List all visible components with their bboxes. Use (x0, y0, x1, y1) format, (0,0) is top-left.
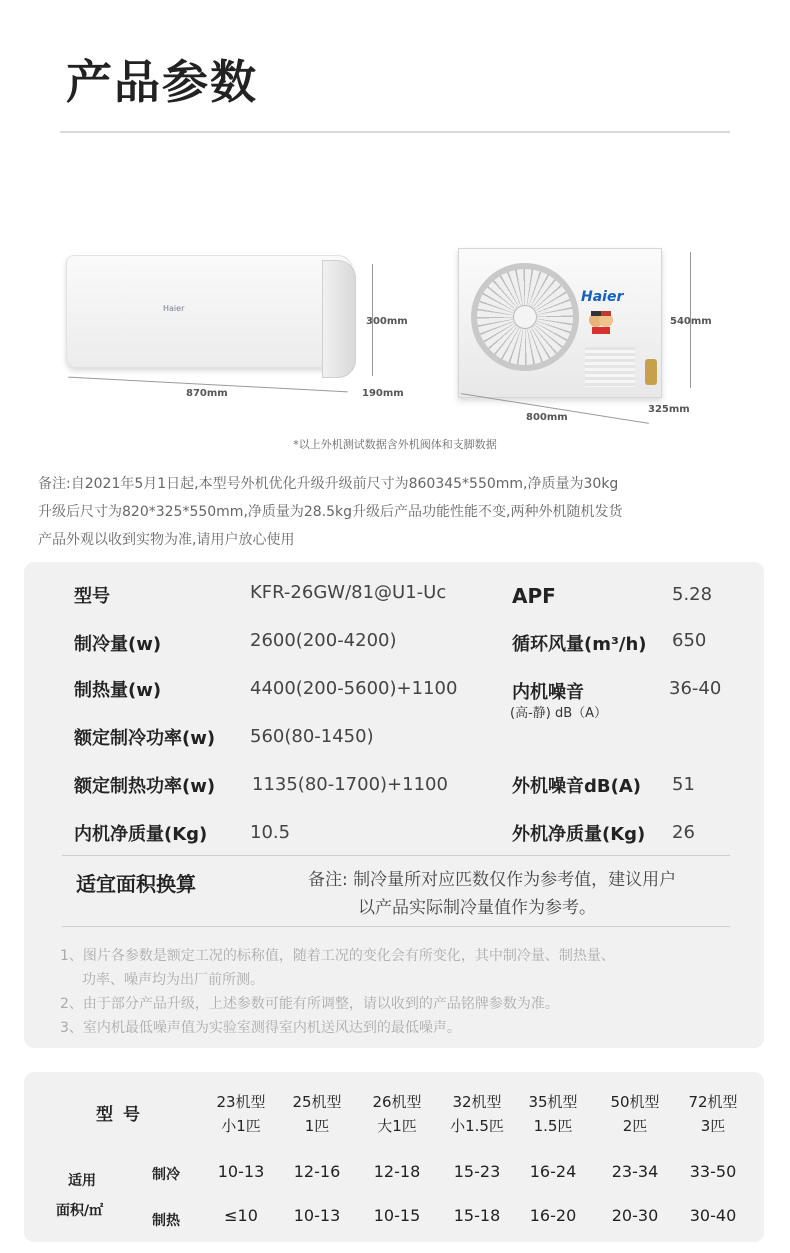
spec-panel (24, 562, 764, 1048)
title-divider (60, 131, 730, 133)
area-conversion-title: 适宜面积换算 (76, 872, 196, 896)
indoor-weight-label: 内机净质量(Kg) (74, 824, 208, 845)
indoor-unit-logo: Haier (163, 304, 185, 313)
upgrade-note (38, 470, 758, 554)
cooling-capacity-value: 2600(200-4200) (250, 630, 397, 651)
note-line: 备注:自2021年5月1日起,本型号外机优化升级升级前尺寸为860345*550mm,净质量为30kg (38, 476, 619, 492)
table-header-model: 23机型 (216, 1093, 266, 1111)
table-cell-heating: ≤10 (224, 1206, 258, 1225)
table-header-model: 26机型 (372, 1093, 422, 1111)
spec-divider (62, 926, 730, 927)
table-header-model: 32机型 (452, 1093, 502, 1111)
table-cell-heating: 16-20 (529, 1206, 577, 1225)
table-cell-heating: 10-13 (293, 1206, 341, 1225)
mascot-icon (587, 309, 615, 335)
table-cell-cooling: 12-18 (373, 1162, 421, 1181)
table-header-model: 型号 (96, 1105, 150, 1125)
area-note-line: 以产品实际制冷量值作为参考。 (358, 898, 596, 918)
table-cell-cooling: 23-34 (611, 1162, 659, 1181)
footnote: 1、图片各参数是额定工况的标称值，随着工况的变化会有所变化，其中制冷量、制热量、 (60, 948, 615, 964)
table-cell-cooling: 12-16 (293, 1162, 341, 1181)
table-header-hp: 小1.5匹 (450, 1117, 504, 1135)
indoor-weight-value: 10.5 (250, 822, 291, 843)
fan-hub (513, 305, 537, 329)
table-header-hp: 小1匹 (221, 1117, 261, 1135)
spec-divider (62, 855, 730, 856)
table-cell-cooling: 10-13 (217, 1162, 265, 1181)
outdoor-noise-label: 外机噪音dB(A) (512, 776, 641, 797)
fan-icon (471, 263, 579, 371)
area-conversion-note (308, 866, 748, 922)
airflow-label: 循环风量(m³/h) (512, 634, 647, 655)
table-side-label: 面积/㎡ (56, 1203, 104, 1219)
table-cell-heating: 20-30 (611, 1206, 659, 1225)
footnote: 功率、噪声均为出厂前所测。 (82, 972, 264, 988)
area-table (24, 1072, 764, 1242)
table-header-model: 35机型 (528, 1093, 578, 1111)
apf-value: 5.28 (672, 584, 713, 605)
table-header-model: 50机型 (610, 1093, 660, 1111)
indoor-width-label: 870mm (186, 388, 228, 399)
product-dimension-illustration (0, 230, 790, 460)
spec-footnotes (60, 944, 760, 1040)
note-line: 升级后尺寸为820*325*550mm,净质量为28.5kg升级后产品功能性能不变,两种外机随机发货 (38, 504, 623, 520)
outdoor-unit-image (458, 248, 662, 398)
area-note-line: 备注: 制冷量所对应匹数仅作为参考值，建议用户 (308, 870, 677, 890)
indoor-noise-sublabel: (高-静) dB（A） (510, 706, 608, 721)
cooling-capacity-label: 制冷量(w) (74, 634, 162, 655)
apf-label: APF (512, 584, 556, 608)
outdoor-height-label: 540mm (670, 316, 712, 327)
table-cell-heating: 10-15 (373, 1206, 421, 1225)
rated-cooling-power-value: 560(80-1450) (250, 726, 374, 747)
model-value: KFR-26GW/81@U1-Uc (250, 582, 447, 603)
indoor-noise-value: 36-40 (669, 678, 722, 699)
outdoor-weight-value: 26 (672, 822, 695, 843)
table-header-hp: 1.5匹 (533, 1117, 573, 1135)
outdoor-width-label: 800mm (526, 412, 568, 423)
outdoor-noise-value: 51 (672, 774, 695, 795)
table-cell-heating: 15-18 (453, 1206, 501, 1225)
table-side-label: 适用 (68, 1173, 96, 1189)
table-header-hp: 大1匹 (377, 1117, 417, 1135)
table-header-model: 72机型 (688, 1093, 738, 1111)
indoor-depth-label: 190mm (362, 388, 404, 399)
indoor-height-label: 300mm (366, 316, 408, 327)
outdoor-unit-logo: Haier (581, 289, 624, 305)
rated-heating-power-label: 额定制热功率(w) (74, 776, 216, 797)
table-header-model: 25机型 (292, 1093, 342, 1111)
footnote: 3、室内机最低噪声值为实验室测得室内机送风达到的最低噪声。 (60, 1020, 461, 1036)
rated-heating-power-value: 1135(80-1700)+1100 (252, 774, 448, 795)
table-header-hp: 3匹 (700, 1117, 726, 1135)
table-cell-heating: 30-40 (689, 1206, 737, 1225)
table-cell-cooling: 15-23 (453, 1162, 501, 1181)
footnote: 2、由于部分产品升级，上述参数可能有所调整，请以收到的产品铭牌参数为准。 (60, 996, 559, 1012)
outdoor-depth-label: 325mm (648, 404, 690, 415)
outdoor-valve (645, 359, 657, 385)
indoor-unit-image (66, 255, 352, 368)
heating-capacity-value: 4400(200-5600)+1100 (250, 678, 458, 699)
airflow-value: 650 (672, 630, 707, 651)
note-line: 产品外观以收到实物为准,请用户放心使用 (38, 532, 295, 548)
outdoor-grille (585, 347, 635, 387)
page-title: 产品参数 (66, 55, 258, 109)
indoor-unit-side (322, 260, 356, 378)
table-row-label-cooling: 制冷 (152, 1167, 180, 1183)
model-label: 型号 (74, 586, 110, 607)
table-cell-cooling: 33-50 (689, 1162, 737, 1181)
dimension-caption: *以上外机测试数据含外机阀体和支脚数据 (293, 438, 497, 451)
table-header-hp: 2匹 (622, 1117, 648, 1135)
outdoor-weight-label: 外机净质量(Kg) (512, 824, 646, 845)
table-cell-cooling: 16-24 (529, 1162, 577, 1181)
indoor-noise-label: 内机噪音 (512, 682, 584, 703)
table-row-label-heating: 制热 (152, 1213, 180, 1229)
table-header-hp: 1匹 (304, 1117, 330, 1135)
rated-cooling-power-label: 额定制冷功率(w) (74, 728, 216, 749)
heating-capacity-label: 制热量(w) (74, 680, 162, 701)
